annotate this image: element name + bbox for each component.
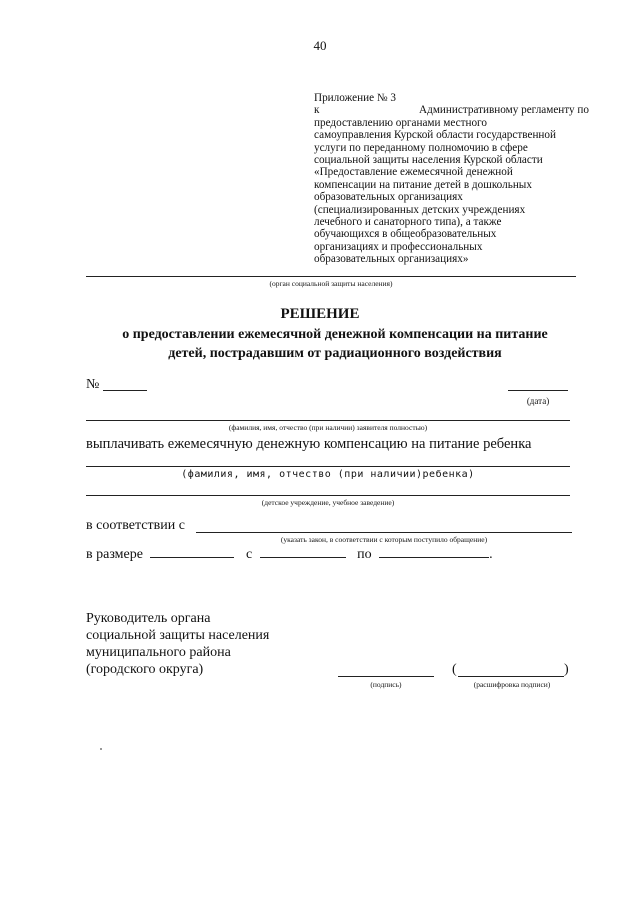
amount-field[interactable]	[150, 545, 234, 558]
signature-caption: (подпись)	[370, 680, 402, 689]
subtitle-line-2: детей, пострадавшим от радиационного воздействия	[168, 346, 502, 361]
appendix-line: самоуправления Курской области государственной	[314, 129, 556, 142]
document-title: РЕШЕНИЕ	[280, 306, 360, 322]
law-line[interactable]	[196, 532, 572, 533]
appendix-line: организациях и профессиональных	[314, 240, 483, 253]
law-caption: (указать закон, в соответствии с которым поступило обращение)	[280, 535, 488, 544]
amount-label: в размере	[86, 547, 143, 562]
child-line[interactable]	[86, 466, 570, 467]
decryption-line[interactable]	[458, 676, 564, 677]
amount-row	[86, 545, 493, 563]
accordance-label: в соответствии с	[86, 518, 185, 533]
decryption-close-paren: )	[564, 662, 569, 677]
scan-speck	[100, 748, 102, 750]
appendix-line: компенсации на питание детей в дошкольных	[314, 178, 532, 191]
applicant-line[interactable]	[86, 420, 570, 421]
child-caption: (фамилия, имя, отчество (при наличии)ребенка)	[181, 469, 475, 480]
appendix-line: «Предоставление ежемесячной денежной	[314, 166, 513, 179]
institution-line[interactable]	[86, 495, 570, 496]
date-from-field[interactable]	[260, 545, 346, 558]
decryption-open-paren: (	[452, 662, 457, 677]
appendix-line-1	[314, 104, 589, 116]
signatory-block	[86, 610, 269, 678]
amount-from-label: с	[245, 547, 253, 562]
appendix-line: образовательных организациях	[314, 191, 463, 204]
date-to-field[interactable]	[379, 545, 489, 558]
appendix-line-1-text: Административному регламенту по	[419, 104, 589, 117]
appendix-line: образовательных организациях»	[314, 253, 469, 266]
page-number: 40	[313, 38, 327, 53]
appendix-line: услуги по переданному полномочию в сфере	[314, 141, 528, 154]
document-subtitle	[100, 325, 570, 363]
amount-end: .	[489, 547, 493, 562]
applicant-caption: (фамилия, имя, отчество (при наличии) заявителя полностью)	[228, 423, 428, 432]
signatory-line: (городского округа)	[86, 662, 204, 677]
number-line[interactable]	[103, 390, 147, 391]
appendix-line: обучающихся в общеобразовательных	[314, 228, 497, 241]
appendix-line: предоставлению органами местного	[314, 116, 487, 129]
appendix-line: (специализированных детских учреждениях	[314, 203, 526, 216]
appendix-title: Приложение № 3	[314, 92, 396, 104]
appendix-line: лечебного и санаторного типа), а также	[314, 216, 502, 229]
org-line	[86, 276, 576, 277]
signatory-line: муниципального района	[86, 645, 231, 660]
amount-to-label: по	[357, 547, 372, 562]
signatory-line: социальной защиты населения	[86, 628, 270, 643]
org-caption: (орган социальной защиты населения)	[269, 279, 393, 288]
date-caption: (дата)	[526, 396, 550, 406]
signature-line[interactable]	[338, 676, 434, 677]
signatory-line: Руководитель органа	[86, 611, 211, 626]
appendix-block	[314, 92, 589, 266]
subtitle-line-1: о предоставлении ежемесячной денежной компенсации на питание	[122, 327, 548, 342]
appendix-line: социальной защиты населения Курской области	[314, 154, 543, 167]
pay-text: выплачивать ежемесячную денежную компенсацию на питание ребенка	[86, 436, 532, 452]
institution-caption: (детское учреждение, учебное заведение)	[261, 498, 395, 507]
date-line[interactable]	[508, 390, 568, 391]
appendix-line-1-prefix: к	[314, 104, 320, 117]
decryption-caption: (расшифровка подписи)	[473, 680, 551, 689]
number-label: №	[86, 377, 100, 392]
